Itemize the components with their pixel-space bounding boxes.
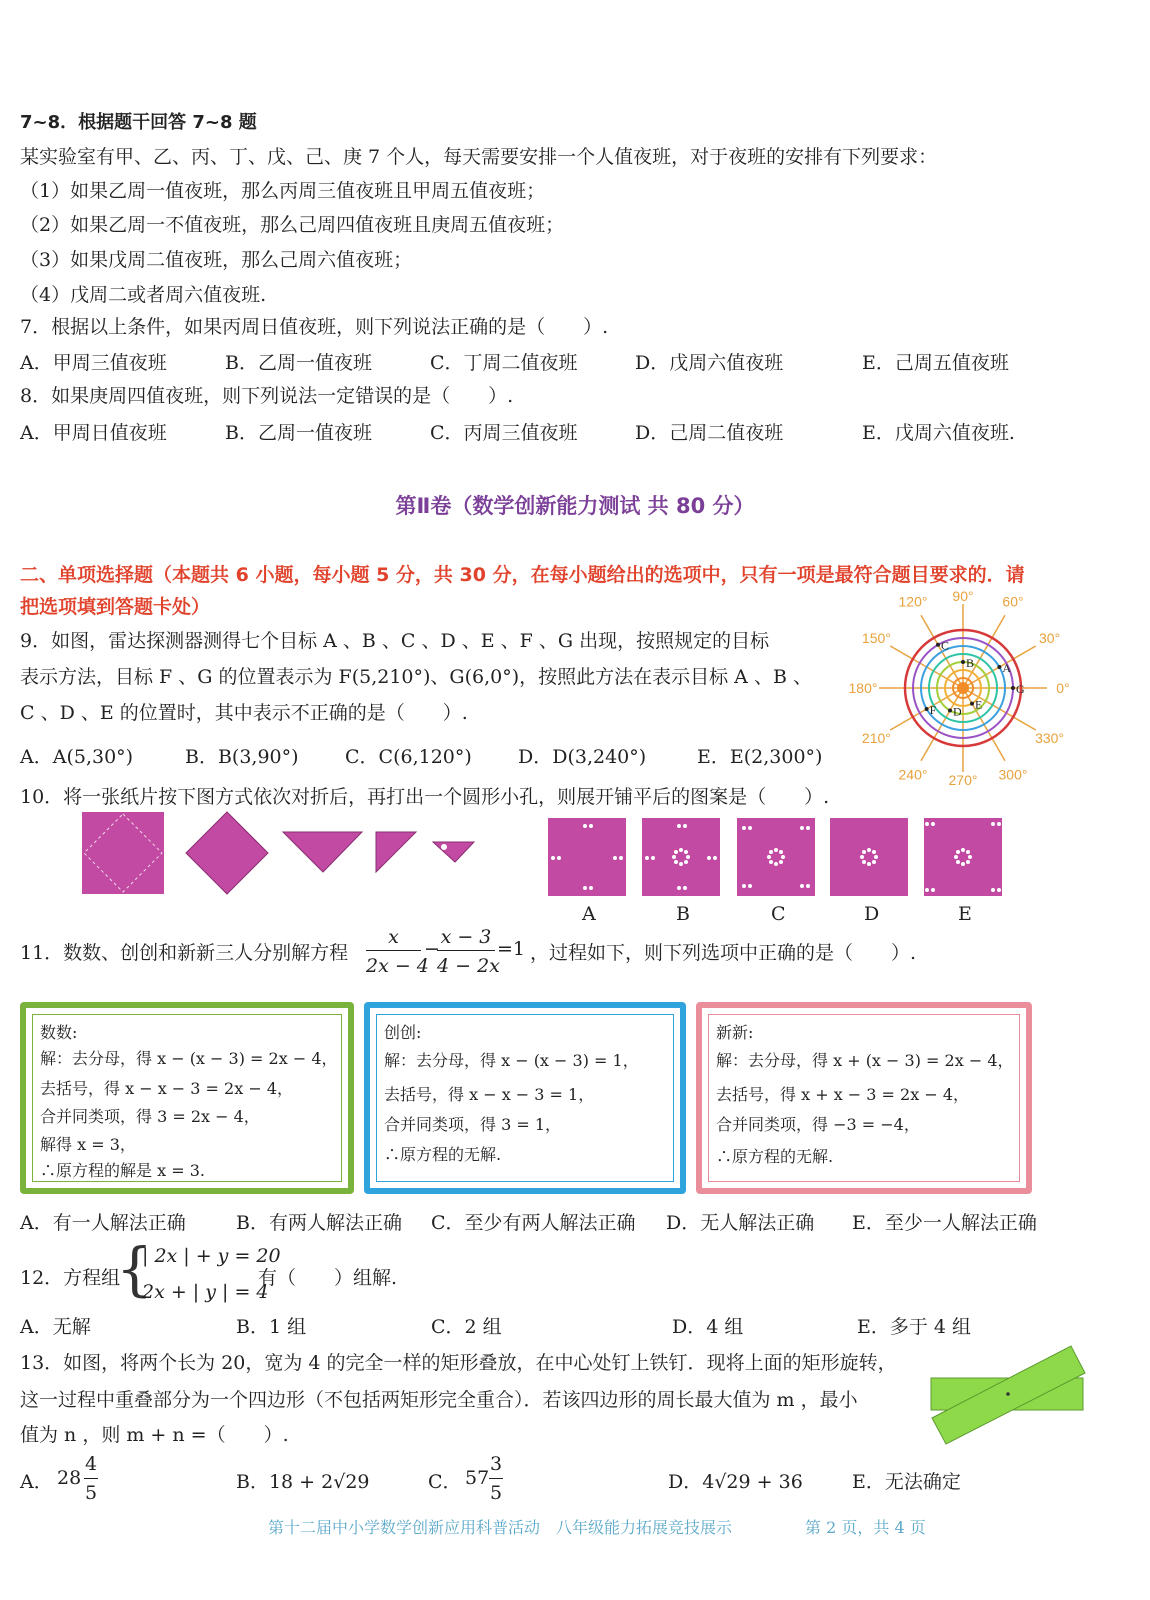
- hole: [774, 848, 778, 852]
- q8-stem: 8．如果庚周四值夜班，则下列说法一定错误的是（ ）.: [20, 385, 514, 407]
- section-instruction-line2: 把选项填到答题卡处）: [20, 596, 211, 618]
- q13-option-b[interactable]: B．18 + 2√29: [236, 1471, 370, 1493]
- q13-option-c-den: 5: [489, 1482, 503, 1504]
- hole: [925, 822, 929, 826]
- solution-box-shushu: [20, 1002, 354, 1194]
- hole: [583, 886, 587, 890]
- q8-option-a[interactable]: A．甲周日值夜班: [20, 422, 167, 444]
- q11-stem-post: ，过程如下，则下列选项中正确的是（ ）.: [530, 942, 917, 964]
- q7-option-c[interactable]: C．丁周二值夜班: [430, 352, 578, 374]
- q8-option-b[interactable]: B．乙周一值夜班: [225, 422, 372, 444]
- fold-step-5: [433, 842, 474, 862]
- hole: [551, 856, 555, 860]
- q78-condition-2: （2）如果乙周一不值夜班，那么己周四值夜班且庚周五值夜班；: [20, 214, 565, 236]
- hole: [872, 860, 876, 864]
- q13-option-a-num: 4: [84, 1453, 98, 1475]
- hole: [997, 888, 1001, 892]
- q11-fraction2-bar: [437, 950, 495, 951]
- q9-option-c[interactable]: C．C(6,120°): [345, 746, 472, 768]
- hole: [557, 856, 561, 860]
- hole: [954, 855, 958, 859]
- q13-option-c-num: 3: [489, 1453, 503, 1475]
- hole: [862, 850, 866, 854]
- radar-target-g-dot: [1011, 686, 1015, 690]
- solution-box-xinxin: [696, 1002, 1032, 1194]
- q12-option-b[interactable]: B．1 组: [236, 1316, 307, 1338]
- q10-choice-a-image[interactable]: [548, 818, 626, 896]
- radar-angle-label: 150°: [861, 630, 891, 646]
- q78-condition-3: （3）如果戊周二值夜班，那么己周六值夜班；: [20, 249, 413, 271]
- hole: [925, 888, 929, 892]
- solution-shushu-name: 数数:: [40, 1023, 78, 1042]
- q11-rhs: =1: [497, 938, 526, 960]
- footer-event: 第十二届中小学数学创新应用科普活动 八年级能力拓展竞技展示: [268, 1518, 733, 1537]
- radar-target-f-dot: [925, 707, 929, 711]
- hole: [707, 856, 711, 860]
- solution-shushu-step1: 解：去分母，得 x − (x − 3) = 2x − 4，: [40, 1049, 338, 1068]
- q11-fraction1-bar: [366, 950, 421, 951]
- radar-angle-label: 90°: [952, 588, 974, 604]
- q7-option-d[interactable]: D．戊周六值夜班: [635, 352, 784, 374]
- q13-option-a-den: 5: [84, 1482, 98, 1504]
- q10-choice-e-label: E: [958, 903, 972, 925]
- center-nail: [1006, 1392, 1010, 1396]
- solution-chuangchuang-step4: ∴原方程的无解.: [384, 1145, 502, 1164]
- hole: [931, 888, 935, 892]
- q13-option-a-bar: [84, 1478, 98, 1479]
- q9-line1: 9．如图，雷达探测器测得七个目标 A 、B 、C 、D 、E 、F 、G 出现，按照规定的目标: [20, 630, 770, 652]
- radar-target-a-dot: [997, 665, 1001, 669]
- q8-option-c[interactable]: C．丙周三值夜班: [430, 422, 578, 444]
- q13-line1: 13．如图，将两个长为 20，宽为 4 的完全一样的矩形叠放，在中心处钉上铁钉．现将上面的矩形旋转，: [20, 1352, 897, 1374]
- q7-option-e[interactable]: E．己周五值夜班: [862, 352, 1009, 374]
- q12-stem-post: 有（ ）组解.: [258, 1267, 398, 1289]
- q9-option-e[interactable]: E．E(2,300°): [697, 746, 823, 768]
- q13-option-c-label[interactable]: C．: [428, 1471, 462, 1493]
- hole: [961, 848, 965, 852]
- hole: [674, 860, 678, 864]
- q7-option-b[interactable]: B．乙周一值夜班: [225, 352, 372, 374]
- q12-equation2: 2x + | y | = 4: [142, 1281, 269, 1303]
- radar-angle-label: 240°: [898, 766, 928, 783]
- q11-option-d[interactable]: D．无人解法正确: [666, 1212, 815, 1234]
- q7-stem: 7．根据以上条件，如果丙周日值夜班，则下列说法正确的是（ ）.: [20, 316, 609, 338]
- q11-option-c[interactable]: C．至少有两人解法正确: [431, 1212, 636, 1234]
- solution-chuangchuang-step2: 去括号，得 x − x − 3 = 1，: [384, 1085, 595, 1104]
- hole: [991, 888, 995, 892]
- solution-chuangchuang-step3: 合并同类项，得 3 = 1，: [384, 1115, 562, 1134]
- radar-angle-label: 60°: [1002, 593, 1024, 610]
- hole: [779, 850, 783, 854]
- fold-step-4: [376, 832, 416, 872]
- q11-fraction2-num: x − 3: [440, 926, 492, 948]
- q10-choice-d-label: D: [864, 903, 880, 925]
- solution-xinxin-step4: ∴原方程的无解.: [716, 1147, 834, 1166]
- solution-chuangchuang-step1: 解：去分母，得 x − (x − 3) = 1，: [384, 1051, 639, 1070]
- hole: [589, 824, 593, 828]
- hole: [800, 826, 804, 830]
- q11-fraction1-den: 2x − 4: [366, 955, 429, 977]
- hole: [968, 855, 972, 859]
- hole: [867, 848, 871, 852]
- radar-angle-label: 300°: [998, 766, 1028, 783]
- hole: [684, 860, 688, 864]
- q11-option-e[interactable]: E．至少一人解法正确: [852, 1212, 1037, 1234]
- hole: [651, 856, 655, 860]
- q11-option-a[interactable]: A．有一人解法正确: [20, 1212, 186, 1234]
- q78-intro: 某实验室有甲、乙、丙、丁、戊、己、庚 7 个人，每天需要安排一个人值夜班，对于夜班的安排有下列要求：: [20, 146, 938, 168]
- solution-chuangchuang-name: 创创:: [384, 1023, 422, 1042]
- solution-shushu-step4: 解得 x = 3，: [40, 1135, 136, 1154]
- hole: [997, 822, 1001, 826]
- hole: [613, 856, 617, 860]
- hole: [779, 860, 783, 864]
- solution-xinxin-step2: 去括号，得 x + x − 3 = 2x − 4，: [716, 1085, 970, 1104]
- hole: [961, 862, 965, 866]
- hole: [931, 822, 935, 826]
- q10-choice-b-image[interactable]: [642, 818, 720, 896]
- radar-angle-label: 330°: [1035, 730, 1065, 746]
- hole: [684, 850, 688, 854]
- hole: [683, 886, 687, 890]
- hole: [800, 884, 804, 888]
- q11-minus: −: [424, 938, 440, 960]
- footer-page-number: 第 2 页，共 4 页: [805, 1518, 926, 1537]
- radar-target-f: F: [929, 703, 937, 717]
- radar-angle-label: 0°: [1056, 680, 1070, 696]
- q13-line3: 值为 n ，则 m + n =（ ）.: [20, 1424, 289, 1446]
- radar-figure: [845, 585, 1080, 800]
- q12-option-d[interactable]: D．4 组: [672, 1316, 744, 1338]
- hole: [713, 856, 717, 860]
- q9-line2: 表示方法，目标 F 、G 的位置表示为 F(5,210°)、G(6,0°)，按照此方法在表示目标 A 、B 、: [20, 666, 812, 688]
- radar-angle-label: 270°: [948, 772, 978, 788]
- q12-brace: {: [116, 1235, 153, 1303]
- hole: [674, 850, 678, 854]
- q12-option-e[interactable]: E．多于 4 组: [857, 1316, 972, 1338]
- hole: [742, 826, 746, 830]
- folding-steps: [80, 810, 480, 900]
- solution-box-chuangchuang: [364, 1002, 686, 1194]
- radar-target-g: G: [1016, 682, 1025, 696]
- hole: [769, 850, 773, 854]
- q10-choice-d-image[interactable]: [830, 818, 908, 896]
- q9-line3: C 、D 、E 的位置时，其中表示不正确的是（ ）.: [20, 702, 468, 724]
- radar-angle-label: 120°: [898, 593, 928, 610]
- q10-choice-c-image[interactable]: [737, 818, 815, 896]
- q10-choice-b-label: B: [676, 903, 690, 925]
- section-instruction-line1: 二、单项选择题（本题共 6 小题，每小题 5 分，共 30 分，在每小题给出的选项中，只有一项是最符合题目要求的．请: [20, 564, 1025, 586]
- solution-shushu-step2: 去括号，得 x − x − 3 = 2x − 4，: [40, 1079, 294, 1098]
- solution-xinxin-step3: 合并同类项，得 −3 = −4，: [716, 1115, 920, 1134]
- hole: [677, 824, 681, 828]
- hole: [966, 860, 970, 864]
- radar-target-b: B: [966, 656, 975, 670]
- hole: [769, 860, 773, 864]
- hole: [806, 826, 810, 830]
- hole: [748, 826, 752, 830]
- hole: [679, 862, 683, 866]
- solution-shushu-step5: ∴原方程的解是 x = 3.: [40, 1161, 205, 1180]
- q11-fraction1-num: x: [388, 926, 399, 948]
- q11-option-b[interactable]: B．有两人解法正确: [236, 1212, 402, 1234]
- hole: [966, 850, 970, 854]
- radar-center: [957, 682, 969, 694]
- hole: [872, 850, 876, 854]
- radar-target-e: E: [975, 697, 983, 712]
- q78-condition-1: （1）如果乙周一值夜班，那么丙周三值夜班且甲周五值夜班；: [20, 180, 546, 202]
- q12-option-a[interactable]: A．无解: [20, 1316, 91, 1338]
- hole: [679, 848, 683, 852]
- hole: [748, 884, 752, 888]
- section-title: 第Ⅱ卷（数学创新能力测试 共 80 分）: [395, 494, 755, 518]
- q13-rectangles-figure: [928, 1340, 1088, 1445]
- radar-target-d: D: [953, 704, 962, 719]
- q10-stem: 10．将一张纸片按下图方式依次对折后，再打出一个圆形小孔，则展开铺平后的图案是（ ）.: [20, 786, 830, 808]
- radar-angle-label: 180°: [848, 680, 878, 696]
- hole: [874, 855, 878, 859]
- hole: [862, 860, 866, 864]
- q13-option-d[interactable]: D．4√29 + 36: [668, 1471, 803, 1493]
- hole: [583, 824, 587, 828]
- fold-step-2: [186, 812, 268, 894]
- hole: [991, 822, 995, 826]
- hole: [781, 855, 785, 859]
- hole: [589, 886, 593, 890]
- q13-line2: 这一过程中重叠部分为一个四边形（不包括两矩形完全重合）．若该四边形的周长最大值为 m ，最小: [20, 1389, 858, 1411]
- q13-option-e[interactable]: E．无法确定: [852, 1471, 961, 1493]
- q10-choice-c-label: C: [771, 903, 786, 925]
- fold-step-3: [283, 832, 362, 872]
- q78-condition-4: （4）戊周二或者周六值夜班.: [20, 284, 267, 306]
- radar-target-d-dot: [948, 709, 952, 713]
- q8-option-d[interactable]: D．己周二值夜班: [635, 422, 784, 444]
- hole: [956, 850, 960, 854]
- hole: [806, 884, 810, 888]
- hole: [677, 886, 681, 890]
- q9-option-b[interactable]: B．B(3,90°): [185, 746, 299, 768]
- q11-stem-pre: 11．数数、创创和新新三人分别解方程: [20, 942, 349, 964]
- q13-option-a-label[interactable]: A．: [20, 1471, 53, 1493]
- radar-angle-label: 30°: [1039, 630, 1061, 646]
- q12-stem-pre: 12．方程组: [20, 1267, 121, 1289]
- q10-choice-a-label: A: [582, 903, 596, 925]
- q78-header: 7~8．根据题干回答 7~8 题: [20, 112, 257, 133]
- q7-option-a[interactable]: A．甲周三值夜班: [20, 352, 167, 374]
- hole: [742, 884, 746, 888]
- hole: [683, 824, 687, 828]
- q9-option-a[interactable]: A．A(5,30°): [20, 746, 134, 768]
- solution-xinxin-name: 新新:: [716, 1023, 754, 1042]
- hole: [867, 862, 871, 866]
- radar-angle-label: 210°: [861, 730, 891, 746]
- q10-choice-e-image[interactable]: [924, 818, 1002, 896]
- radar-target-b-dot: [961, 660, 965, 664]
- q8-option-e[interactable]: E．戊周六值夜班.: [862, 422, 1015, 444]
- radar-target-e-dot: [970, 702, 974, 706]
- hole: [956, 860, 960, 864]
- fold-step-1: [82, 812, 164, 894]
- q13-option-c-bar: [489, 1478, 503, 1479]
- solution-xinxin-step1: 解：去分母，得 x + (x − 3) = 2x − 4，: [716, 1051, 1014, 1070]
- hole: [686, 855, 690, 859]
- q11-fraction2-den: 4 − 2x: [437, 955, 500, 977]
- q13-option-c-whole: 57: [465, 1467, 490, 1489]
- q12-option-c[interactable]: C．2 组: [431, 1316, 502, 1338]
- solution-shushu-step3: 合并同类项，得 3 = 2x − 4，: [40, 1107, 260, 1126]
- radar-target-c: C: [941, 638, 950, 653]
- radar-target-a: A: [1002, 661, 1012, 675]
- hole: [860, 855, 864, 859]
- hole: [767, 855, 771, 859]
- q9-option-d[interactable]: D．D(3,240°): [518, 746, 647, 768]
- hole: [774, 862, 778, 866]
- radar-target-c-dot: [936, 643, 940, 647]
- q13-option-a-whole: 28: [57, 1467, 82, 1489]
- hole: [672, 855, 676, 859]
- q12-equation1: | 2x | + y = 20: [142, 1245, 281, 1267]
- hole: [645, 856, 649, 860]
- hole: [619, 856, 623, 860]
